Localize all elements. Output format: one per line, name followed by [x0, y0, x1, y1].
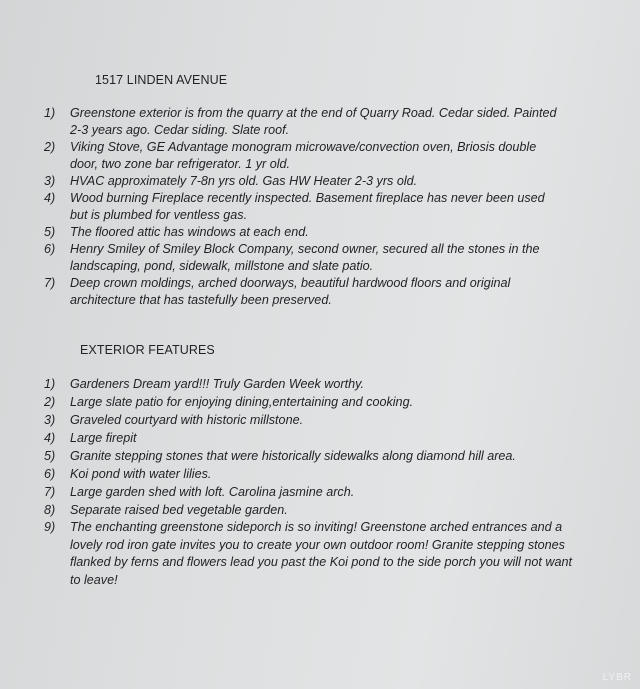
item-number: 6) — [44, 467, 56, 481]
item-text: Large slate patio for enjoying dining,entertaining and cooking. — [70, 395, 414, 409]
item-text: Viking Stove, GE Advantage monogram microwave/convection oven, Briosis double door, two zone bar refrigerator. 1 yr old. — [70, 140, 537, 171]
list-item — [44, 173, 564, 190]
item-number: 7) — [44, 276, 56, 290]
item-text: Koi pond with water lilies. — [70, 467, 212, 481]
item-number: 4) — [44, 431, 56, 445]
list-item — [44, 447, 584, 465]
item-text: Wood burning Fireplace recently inspected. Basement fireplace has never been used but is plumbed for ventless gas. — [70, 191, 545, 222]
item-number: 5) — [44, 225, 56, 239]
item-number: 6) — [44, 242, 56, 256]
list-item — [44, 393, 584, 411]
item-number: 1) — [44, 377, 56, 391]
exterior-features-list — [44, 375, 584, 589]
item-number: 4) — [44, 191, 56, 205]
item-text: HVAC approximately 7-8n yrs old. Gas HW Heater 2-3 yrs old. — [70, 174, 418, 188]
item-text: Graveled courtyard with historic millstone. — [70, 413, 304, 427]
list-item — [44, 429, 584, 447]
item-number: 3) — [44, 174, 56, 188]
item-text: The enchanting greenstone sideporch is so inviting! Greenstone arched entrances and a lovely rod iron gate invites you to create your own outdoor room! Granite stepping stones flanked by ferns and flowers lead you past the Koi pond to the side porch you will not want to leave! — [70, 520, 572, 587]
item-text: Henry Smiley of Smiley Block Company, second owner, secured all the stones in the landscaping, pond, sidewalk, millstone and slate patio. — [70, 242, 540, 273]
document-title: 1517 LINDEN AVENUE — [95, 73, 228, 87]
list-item — [44, 241, 564, 275]
item-number: 2) — [44, 140, 56, 154]
item-number: 9) — [44, 520, 56, 534]
item-number: 3) — [44, 413, 56, 427]
exterior-features-heading: EXTERIOR FEATURES — [80, 343, 215, 357]
item-number: 5) — [44, 449, 56, 463]
list-item — [44, 465, 584, 483]
list-item — [44, 275, 564, 309]
list-item — [44, 139, 564, 173]
item-text: Granite stepping stones that were historically sidewalks along diamond hill area. — [70, 449, 516, 463]
list-item — [44, 501, 584, 519]
item-number: 2) — [44, 395, 56, 409]
item-text: Gardeners Dream yard!!! Truly Garden Week worthy. — [70, 377, 364, 391]
item-text: Large garden shed with loft. Carolina jasmine arch. — [70, 485, 355, 499]
item-text: Deep crown moldings, arched doorways, beautiful hardwood floors and original architecture that has tastefully been preserved. — [70, 276, 511, 307]
list-item — [44, 375, 584, 393]
item-number: 1) — [44, 106, 56, 120]
item-text: Large firepit — [70, 431, 137, 445]
item-number: 8) — [44, 503, 56, 517]
list-item — [44, 483, 584, 501]
item-number: 7) — [44, 485, 56, 499]
item-text: Greenstone exterior is from the quarry at the end of Quarry Road. Cedar sided. Painted 2-3 years ago. Cedar siding. Slate roof. — [70, 106, 557, 137]
watermark-logo: LYBR — [602, 672, 632, 683]
list-item — [44, 190, 564, 224]
list-item — [44, 519, 584, 589]
list-item — [44, 224, 564, 241]
item-text: Separate raised bed vegetable garden. — [70, 503, 288, 517]
features-list — [44, 105, 564, 309]
item-text: The floored attic has windows at each end. — [70, 225, 309, 239]
list-item — [44, 411, 584, 429]
list-item — [44, 105, 564, 139]
